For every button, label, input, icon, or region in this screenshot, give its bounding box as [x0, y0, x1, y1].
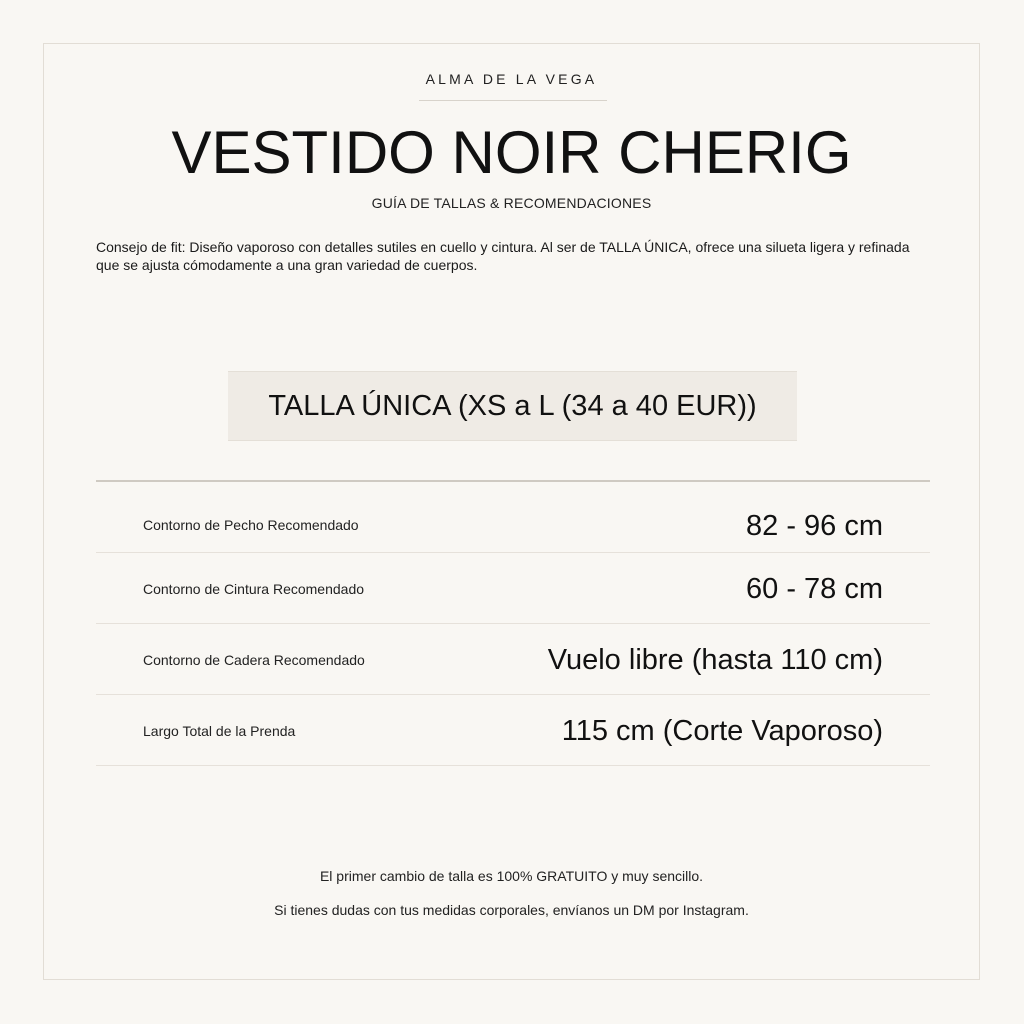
- size-label: TALLA ÚNICA (XS a L (34 a 40 EUR)): [268, 390, 757, 422]
- measurement-value: 82 - 96 cm: [746, 510, 883, 542]
- measurement-value: Vuelo libre (hasta 110 cm): [547, 644, 883, 676]
- page-subtitle: GUÍA DE TALLAS & RECOMENDACIONES: [371, 195, 652, 211]
- size-label-box: [228, 371, 797, 441]
- footer-exchange-note: El primer cambio de talla es 100% GRATUITO y muy sencillo.: [319, 868, 704, 884]
- measurement-label: Contorno de Pecho Recomendado: [143, 517, 359, 533]
- measurement-value: 60 - 78 cm: [746, 573, 883, 605]
- size-guide-card: [43, 43, 980, 980]
- measurement-value: 115 cm (Corte Vaporoso): [561, 715, 883, 747]
- measurement-row-hip: [96, 624, 930, 695]
- measurement-row-waist: [96, 553, 930, 624]
- fit-tip-text: Consejo de fit: Diseño vaporoso con detalles sutiles en cuello y cintura. Al ser de TALLA ÚNICA, ofrece una silueta ligera y refinada que se ajusta cómodamente a una gran variedad de cuerpos.: [96, 239, 910, 273]
- measurement-label: Largo Total de la Prenda: [143, 723, 296, 739]
- footer-contact-note: Si tienes dudas con tus medidas corporales, envíanos un DM por Instagram.: [274, 902, 749, 918]
- product-title: VESTIDO NOIR CHERIG: [171, 119, 852, 186]
- measurement-label: Contorno de Cadera Recomendado: [143, 652, 365, 668]
- brand-divider: [419, 100, 607, 101]
- measurement-row-length: [96, 695, 930, 766]
- measurement-label: Contorno de Cintura Recomendado: [143, 581, 365, 597]
- measurements-table: [96, 480, 930, 766]
- measurement-row-chest: [96, 482, 930, 553]
- brand-name: ALMA DE LA VEGA: [425, 71, 598, 87]
